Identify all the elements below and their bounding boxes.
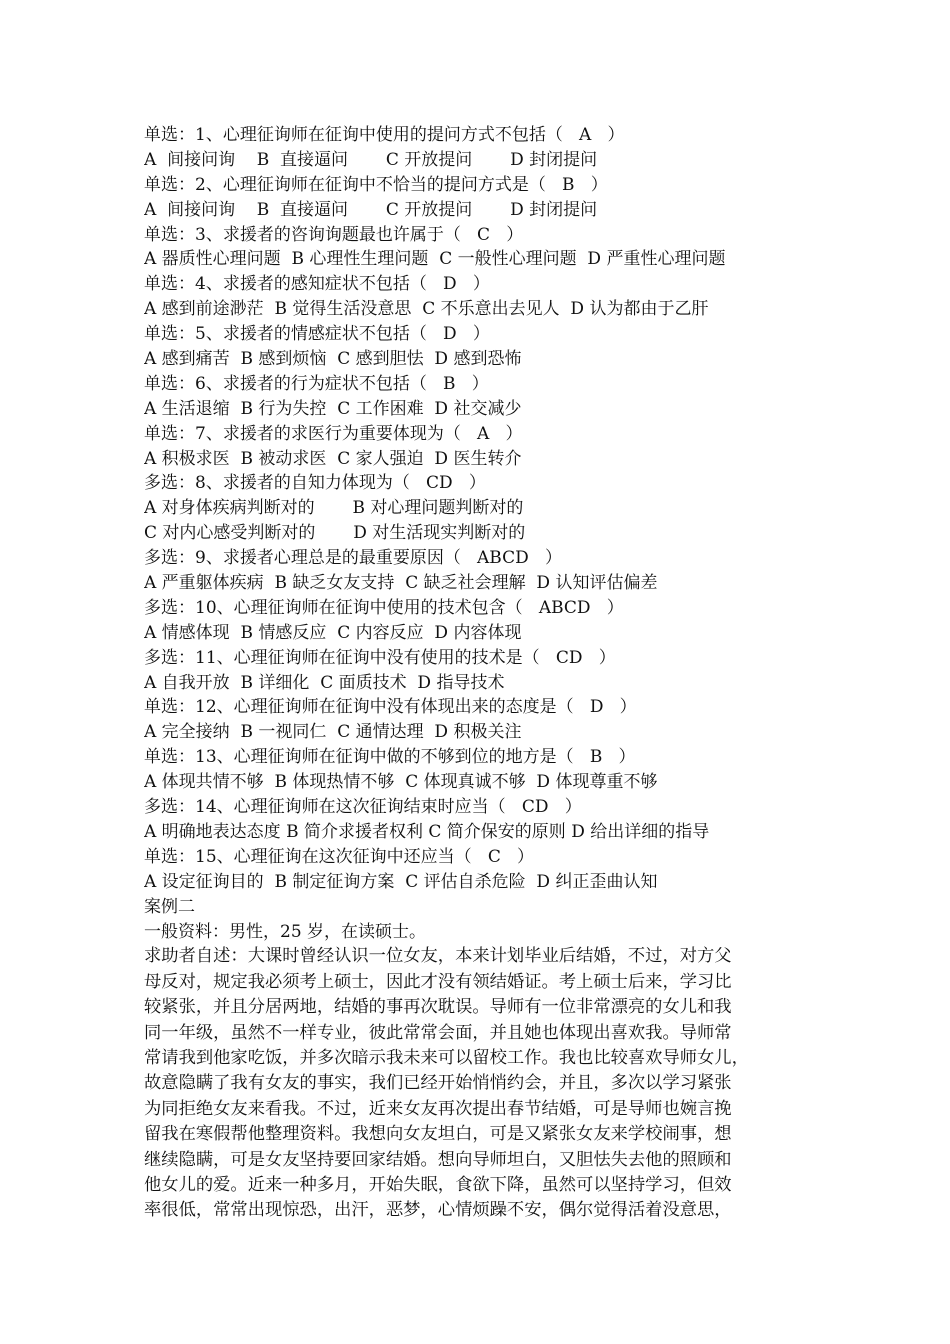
question-5-options: A 感到痛苦 B 感到烦恼 C 感到胆怯 D 感到恐怖 [144,349,522,370]
question-14-options: A 明确地表达态度 B 简介求援者权利 C 简介保安的原则 D 给出详细的指导 [144,821,710,842]
narrative-line: 母反对，规定我必须考上硕士，因此才没有领结婚证。考上硕士后来，学习比 [144,971,732,992]
question-2-options: A 间接问询 B 直接逼问 C 开放提问 D 封闭提问 [144,199,598,220]
narrative-line: 常请我到他家吃饭，并多次暗示我未来可以留校工作。我也比较喜欢导师女儿， [144,1047,749,1068]
narrative-line: 率很低，常常出现惊恐，出汗，恶梦，心情烦躁不安，偶尔觉得活着没意思， [144,1200,732,1221]
question-5: 单选：5、求援者的情感症状不包括（ D ） [144,324,490,345]
narrative-line: 同一年级，虽然不一样专业，彼此常常会面，并且她也体现出喜欢我。导师常 [144,1022,732,1043]
question-14: 多选：14、心理征询师在这次征询结束时应当（ CD ） [144,797,582,818]
question-2: 单选：2、心理征询师在征询中不恰当的提问方式是（ B ） [144,174,608,195]
question-4: 单选：4、求援者的感知症状不包括（ D ） [144,274,490,295]
question-6: 单选：6、求援者的行为症状不包括（ B ） [144,373,489,394]
question-7-options: A 积极求医 B 被动求医 C 家人强迫 D 医生转介 [144,448,522,469]
question-11-options: A 自我开放 B 详细化 C 面质技术 D 指导技术 [144,672,505,693]
question-10: 多选：10、心理征询师在征询中使用的技术包含（ ABCD ） [144,597,624,618]
question-8: 多选：8、求援者的自知力体现为（ CD ） [144,473,486,494]
question-1-options: A 间接问询 B 直接逼问 C 开放提问 D 封闭提问 [144,149,598,170]
question-7: 单选：7、求援者的求医行为重要体现为（ A ） [144,423,523,444]
narrative-line: 他女儿的爱。近来一种多月，开始失眠，食欲下降，虽然可以坚持学习，但效 [144,1174,732,1195]
question-12: 单选：12、心理征询师在征询中没有体现出来的态度是（ D ） [144,697,637,718]
question-10-options: A 情感体现 B 情感反应 C 内容反应 D 内容体现 [144,622,522,643]
question-13: 单选：13、心理征询师在征询中做的不够到位的地方是（ B ） [144,747,636,768]
question-3-options: A 器质性心理问题 B 心理性生理问题 C 一般性心理问题 D 严重性心理问题 [144,249,726,270]
question-3: 单选：3、求援者的咨询询题最也许属于（ C ） [144,224,524,245]
question-8-options: A 对身体疾病判断对的 B 对心理问题判断对的 [144,498,524,519]
narrative-line: 求助者自述：大课时曾经认识一位女友，本来计划毕业后结婚，不过，对方父 [144,946,732,967]
question-8-options-2: C 对内心感受判断对的 D 对生活现实判断对的 [144,523,526,544]
question-9: 多选：9、求援者心理总是的最重要原因（ ABCD ） [144,548,562,569]
case-title: 案例二 [144,896,195,917]
document-body [144,123,824,1224]
question-9-options: A 严重躯体疾病 B 缺乏女友支持 C 缺乏社会理解 D 认知评估偏差 [144,573,658,594]
question-6-options: A 生活退缩 B 行为失控 C 工作困难 D 社交减少 [144,398,522,419]
general-info: 一般资料：男性，25 岁，在读硕士。 [144,921,427,942]
case-narrative [144,944,824,1223]
question-13-options: A 体现共情不够 B 体现热情不够 C 体现真诚不够 D 体现尊重不够 [144,772,658,793]
narrative-line: 故意隐瞒了我有女友的事实，我们已经开始悄悄约会，并且，多次以学习紧张 [144,1073,732,1094]
question-12-options: A 完全接纳 B 一视同仁 C 通情达理 D 积极关注 [144,722,522,743]
narrative-line: 为同拒绝女友来看我。不过，近来女友再次提出春节结婚，可是导师也婉言挽 [144,1098,732,1119]
question-15-options: A 设定征询目的 B 制定征询方案 C 评估自杀危险 D 纠正歪曲认知 [144,871,658,892]
question-4-options: A 感到前途渺茫 B 觉得生活没意思 C 不乐意出去见人 D 认为都由于乙肝 [144,299,709,320]
question-15: 单选：15、心理征询在这次征询中还应当（ C ） [144,846,535,867]
narrative-line: 继续隐瞒，可是女友坚持要回家结婚。想向导师坦白，又胆怯失去他的照顾和 [144,1149,732,1170]
narrative-line: 留我在寒假帮他整理资料。我想向女友坦白，可是又紧张女友来学校闹事，想 [144,1124,732,1145]
narrative-line: 较紧张，并且分居两地，结婚的事再次耽误。导师有一位非常漂亮的女儿和我 [144,997,732,1018]
question-1: 单选：1、心理征询师在征询中使用的提问方式不包括（ A ） [144,125,625,145]
question-11: 多选：11、心理征询师在征询中没有使用的技术是（ CD ） [144,647,616,668]
